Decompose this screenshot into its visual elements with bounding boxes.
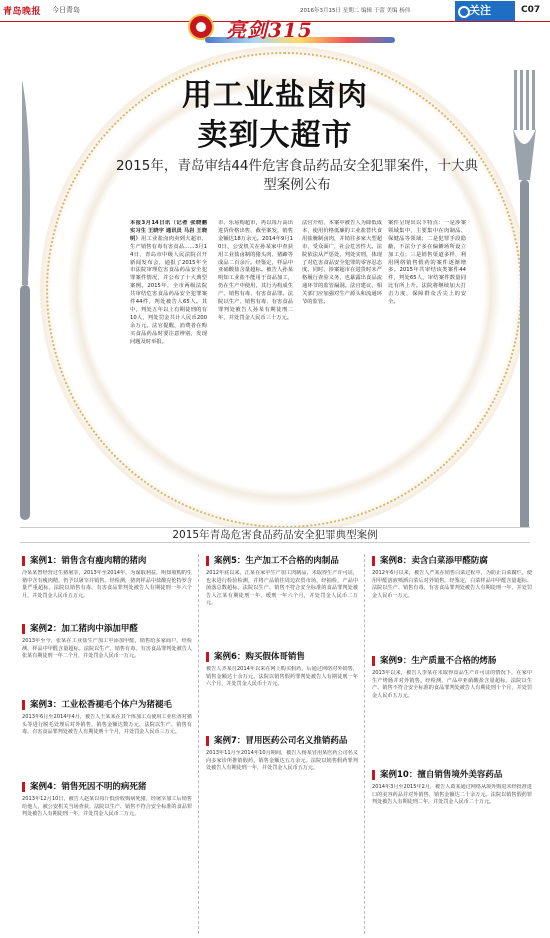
- case-text: 2013年6月至2014年4月，被告人王某某在其个体加工点使用工业松香对猪头等进行脱毛处理后对外销售，销售金额达数万元。法院以生产、销售有毒、有害食品罪判处被告人有期徒刑十个月，并处罚金人民币三万元。: [22, 714, 192, 736]
- section-tag: 关注: [455, 1, 515, 21]
- case-title: 案例10：擅自销售境外美容药品: [372, 770, 532, 780]
- case-1: [22, 556, 192, 622]
- cases-section-title: 2015年青岛危害食品药品安全犯罪典型案例: [20, 527, 530, 543]
- case-text: 2012年底以来，江某在家中生产加工肉制品，未取得生产许可证，也未进行检验检测，并将产品销往周边农贸市场。经抽检，产品中菌落总数超标。法院以生产、销售不符合安全标准的食品罪判处被告人江某有期徒刑一年，缓刑一年六个月，并处罚金人民币二万元。: [206, 570, 358, 607]
- headline-subtitle: 2015年，青岛审结44件危害食品药品安全犯罪案件，十大典型案例公布: [115, 158, 479, 193]
- case-title: 案例7：冒用医药公司名义推销药品: [206, 736, 358, 746]
- headline-line-1: 用工业盐卤肉: [182, 78, 368, 113]
- newspaper-logo: 青岛晚报: [3, 7, 42, 17]
- intro-column-4: 案件呈现出以下特点：一是涉案领域集中，主要集中在肉制品、保健品等领域；二是犯罪手段隐蔽，不法分子多在偏僻场所设立加工点；三是销售渠道多样，利用网络销售假药的案件逐渐增多。2015年共审结该类案件44件，判处65人，审结案件数量同比有所上升。法院将继续加大打击力度，保障群众舌尖上的安全。: [388, 220, 466, 306]
- case-text: 2014年3月至2015年2月，被告人葛某通过网络从境外购进未经批准进口的美容药品并对外销售，销售金额达二十余万元。法院以销售假药罪判处被告人有期徒刑二年，并处罚金人民币二十万元。: [372, 784, 532, 806]
- case-text: 2013年11月至2014年10月期间，被告人杨某冒用某医药公司名义向多家诊所推销假药，销售金额达五万余元。法院以销售假药罪判处被告人有期徒刑一年，并处罚金人民币五万元。: [206, 750, 358, 772]
- case-title: 案例9：生产质量不合格的烤肠: [372, 656, 532, 666]
- column-divider: [364, 554, 365, 934]
- banner-title: 亮剑315: [226, 18, 313, 42]
- section-label: 今日青岛: [52, 6, 80, 14]
- intro-column-1: [130, 220, 207, 460]
- case-text: 冷某某曾经营过生猪屠宰，2013年至2014年，为谋取利益，明知收购的生猪中含有瘦肉精，仍予以屠宰并销售。经检测，猪肉样品中盐酸克伦特罗含量严重超标。法院以销售有毒、有害食品罪判处被告人有期徒刑一年六个月，并处罚金人民币五万元。: [22, 570, 192, 599]
- intro-text-1: 用工业盐卤肉卖到大超市，生产销售有毒有害食品……3月14日，青岛市中级人民法院召开新闻发布会，通报了2015年全市法院审理危害食品药品安全犯罪案件情况，并公布了十大典型案例。2015年，全市两级法院共审结危害食品药品安全犯罪案件44件，判处被告人65人。其中，判处五年以上有期徒刑的有10人，判处罚金共计人民币200余万元。法官提醒，消费者在购买食品药品时要注意辨别，发现问题及时举报。: [130, 235, 207, 345]
- case-3: [22, 700, 192, 782]
- case-text: 2013年12月10日，被告人赵某以每斤低价收购病死猪，经屠宰加工后销售给他人，被公安机关当场查获。法院以生产、销售不符合安全标准的食品罪判处被告人有期徒刑一年，并处罚金人民币二万元。: [22, 796, 192, 818]
- byline: 本报3月14日讯（记者 张晓鹏 实习生 王晓宇 通讯员 马岩 王晓明）: [130, 220, 207, 242]
- headline-line-2: 卖到大超市: [197, 118, 353, 153]
- case-text: 2013年以来，被告人李某在未取得食品生产许可证的情况下，在家中生产烤肠并对外销售。经检测，产品中亚硝酸盐含量超标。法院以生产、销售不符合安全标准的食品罪判处被告人有期徒刑十个月，并处罚金人民币五万元。: [372, 670, 532, 699]
- case-text: 2012年6月以来，被告人严某在销售白菜过程中，为防止白菜腐烂，使用甲醛溶液喷洒白菜后对外销售。经鉴定，白菜样品中甲醛含量超标。法院以生产、销售有毒、有害食品罪判处被告人有期徒刑一年，并处罚金人民币一万元。: [372, 570, 532, 599]
- column-divider: [198, 554, 199, 934]
- date-line: 2016年3月15日 星期二 编辑 于蕾 美编 杨伟: [300, 8, 411, 14]
- case-title: 案例5：生产加工不合格的肉制品: [206, 556, 358, 566]
- case-10: [372, 770, 532, 874]
- case-4: [22, 782, 192, 866]
- case-7: [206, 736, 358, 840]
- case-5: [206, 556, 358, 652]
- intro-column-3: 法官介绍，本案中被告人为降低成本，使用价格低廉的工业盐替代食用盐腌制卤肉，并销往多家大型超市，受众面广，社会危害性大。法院依法从严惩处，判处实刑，体现了对危害食品安全犯罪的零容忍态度。同时，涉案超市在进货时未严格履行查验义务，也暴露出食品流通环节的监管漏洞。法官建议，相关部门应加强对生产源头和流通环节的监管。: [302, 220, 382, 306]
- case-text: 被告人齐某自2014年以来在网上购买假药，后通过网络对外销售，销售金额达十余万元。法院以销售假药罪判处被告人有期徒刑一年六个月，并处罚金人民币十万元。: [206, 666, 358, 688]
- intro-column-2: 市、乐易购超市，再以每斤高出进货价格出售，截至案发，销售金额达18万余元。2014年9月10日，公安机关在孙某家中查获用工业盐卤制的猪头肉、猪蹄等成品二百余斤。经鉴定，样品中亚硝酸盐含量超标。被告人孙某明知工业盐不能用于食品加工，仍在生产中使用，其行为构成生产、销售有毒、有害食品罪。法院以生产、销售有毒、有害食品罪判处被告人孙某有期徒刑二年，并处罚金人民币三十万元。: [218, 220, 293, 321]
- case-title: 案例4：销售死因不明的病死猪: [22, 782, 192, 792]
- case-text: 2013年至今，张某在工业盐生产加工中添加甲醛，销售给多家商户。经检测，样品中甲醛含量超标。法院以生产、销售有毒、有害食品罪判处被告人张某有期徒刑一年二个月，并处罚金人民币一万元。: [22, 638, 192, 660]
- case-title: 案例2：加工猪肉中添加甲醛: [22, 624, 192, 634]
- case-title: 案例8：卖含白菜添甲醛防腐: [372, 556, 532, 566]
- case-6: [206, 652, 358, 734]
- case-title: 案例3：工业松香褪毛个体户为猪褪毛: [22, 700, 192, 710]
- case-9: [372, 656, 532, 760]
- case-8: [372, 556, 532, 660]
- page-number: C07: [521, 5, 541, 15]
- case-title: 案例1：销售含有瘦肉精的猪肉: [22, 556, 192, 566]
- case-2: [22, 624, 192, 698]
- case-title: 案例6：购买假体哥销售: [206, 652, 358, 662]
